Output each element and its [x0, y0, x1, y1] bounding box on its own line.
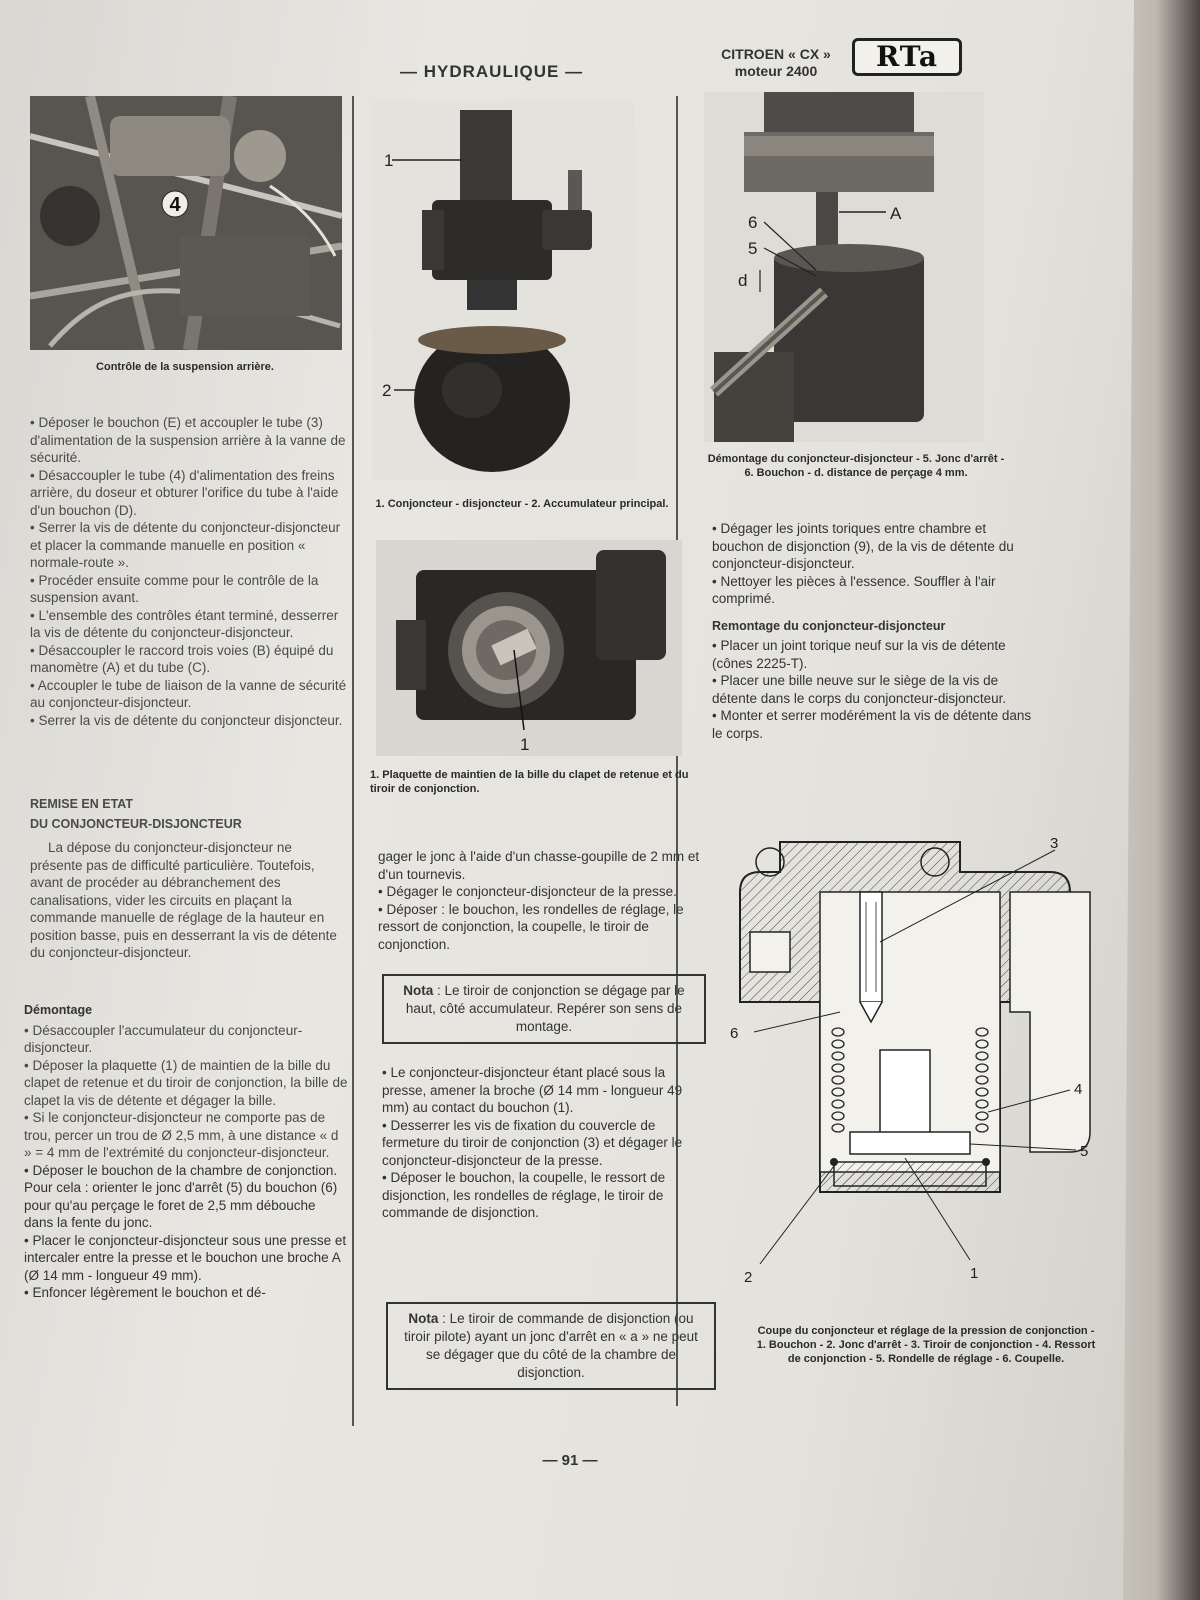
col3-text [712, 520, 1032, 742]
nota-2-text: : Le tiroir de commande de disjonction (ou tiroir pilote) ayant un jonc d'arrêt en « a » ne peut se dégager que du côté de la chambre de disjonction. [404, 1311, 698, 1380]
demontage-item: • Désaccoupler l'accumulateur du conjoncteur-disjoncteur. [24, 1022, 303, 1055]
nota-1-text: : Le tiroir de conjonction se dégage par le haut, côté accumulateur. Repérer son sens de montage. [405, 983, 685, 1034]
col2-paragraph: gager le jonc à l'aide d'un chasse-goupille de 2 mm et d'un tournevis. [378, 849, 700, 882]
col2-text-bottom [382, 1064, 708, 1222]
demontage-item: • Déposer le bouchon de la chambre de conjonction. Pour cela : orienter le jonc d'arrêt (5) du bouchon (6) pour qu'au perçage le foret de 2,5 mm débouche dans la fente du jonc. [24, 1162, 338, 1230]
fig4-label-5: 5 [748, 239, 758, 258]
col3-item: • Placer un joint torique neuf sur la vis de détente (cônes 2225-T). [712, 638, 1006, 671]
fig2-label-1: 1 [384, 151, 394, 170]
section-title: — HYDRAULIQUE — [400, 62, 584, 81]
col2-item: • Dégager le conjoncteur-disjoncteur de la presse. [378, 884, 677, 899]
remise-heading-2: DU CONJONCTEUR-DISJONCTEUR [30, 816, 242, 831]
demontage-item: • Déposer la plaquette (1) de maintien de la bille du clapet de retenue et du tiroir de conjonction, la bille de clapet la vis de détente et dégager la bille. [24, 1057, 348, 1108]
fig4-label-d: d [738, 271, 748, 290]
fig3-label-1: 1 [520, 735, 530, 754]
column-rule-1 [352, 96, 354, 1426]
col1-item: • Accoupler le tube de liaison de la vanne de sécurité au conjoncteur-disjoncteur. [30, 677, 347, 710]
fig1-label-4: 4 [169, 194, 181, 216]
demontage-item: • Si le conjoncteur-disjoncteur ne comporte pas de trou, percer un trou de Ø 2,5 mm, à une distance « d » = 4 mm de l'extrémité du conjoncteur-disjoncteur. [24, 1110, 339, 1160]
col2-item: • Déposer le bouchon, la coupelle, le ressort de disjonction, les rondelles de réglage, le tiroir de commande de disjonction. [382, 1170, 666, 1220]
fig4-label-6: 6 [748, 213, 758, 232]
photo-rear-suspension [30, 96, 342, 350]
brand-block [716, 46, 836, 80]
caption-fig1: Contrôle de la suspension arrière. [96, 361, 274, 373]
col2-item: • Desserrer les vis de fixation du couvercle de fermeture du tiroir de conjonction (3) et dégager le conjoncteur-disjoncteur de la presse. [382, 1117, 683, 1168]
col3-item: • Placer une bille neuve sur le siège de la vis de détente dans le corps du conjoncteur-disjoncteur. [712, 673, 1007, 706]
col1-item: • Serrer la vis de détente du conjoncteur-disjoncteur et placer la commande manuelle en position « normale-route ». [30, 520, 341, 570]
remise-section [30, 792, 348, 962]
col2-item: • Le conjoncteur-disjoncteur étant placé sous la presse, amener la broche (Ø 14 mm - longueur 49 mm) au contact du bouchon (1). [382, 1065, 683, 1115]
nota-1-label: Nota [403, 983, 434, 998]
photo-conjoncteur-accumulateur [372, 100, 634, 480]
col1-item: • Déposer le bouchon (E) et accoupler le tube (3) d'alimentation de la suspension arrière à la vanne de sécurité. [30, 415, 346, 465]
fig5-label-5: 5 [1080, 1143, 1089, 1160]
demontage-section [24, 998, 348, 1302]
col1-item: • Désaccoupler le raccord trois voies (B) équipé du manomètre (A) et du tube (C). [30, 642, 334, 675]
col3-item: • Monter et serrer modérément la vis de détente dans le corps. [712, 708, 1032, 741]
fig5-label-2: 2 [744, 1269, 753, 1286]
fig5-label-1: 1 [970, 1265, 979, 1282]
demontage-item: • Placer le conjoncteur-disjoncteur sous une presse et intercaler entre la presse et le bouchon une broche A (Ø 14 mm - longueur 49 mm). [24, 1232, 347, 1283]
remise-heading-1: REMISE EN ETAT [30, 797, 134, 811]
caption-fig3: 1. Plaquette de maintien de la bille du clapet de retenue et du tiroir de conjonction. [370, 769, 689, 795]
col1-text [30, 414, 348, 729]
brand-line-1: CITROEN « CX » [721, 46, 831, 62]
col3-item: • Nettoyer les pièces à l'essence. Souffler à l'air comprimé. [712, 573, 996, 606]
fig5-label-4: 4 [1074, 1081, 1083, 1098]
demontage-item: • Enfoncer légèrement le bouchon et dé- [24, 1285, 266, 1300]
col1-item: • Procéder ensuite comme pour le contrôle de la suspension avant. [30, 572, 319, 605]
remontage-heading: Remontage du conjoncteur-disjoncteur [712, 618, 946, 633]
remise-paragraph: La dépose du conjoncteur-disjoncteur ne présente pas de difficulté particulière. Toutefois, avant de procéder au débranchement des canalisations, vider les circuits en plaçant la commande manuelle de réglage de la hauteur en position basse, puis en desserrant la vis de détente du conjoncteur-disjoncteur. [30, 840, 337, 960]
nota-box-2 [386, 1302, 716, 1390]
nota-2-label: Nota [408, 1311, 439, 1326]
fig2-label-2: 2 [382, 381, 392, 400]
col1-item: • L'ensemble des contrôles étant terminé, desserrer la vis de détente du conjoncteur-disjoncteur. [30, 607, 339, 640]
col1-item: • Serrer la vis de détente du conjoncteur disjoncteur. [30, 712, 343, 728]
caption-fig4: Démontage du conjoncteur-disjoncteur - 5. Jonc d'arrêt - 6. Bouchon - d. distance de perçage 4 mm. [707, 453, 1005, 479]
col3-item: • Dégager les joints toriques entre chambre et bouchon de disjonction (9), de la vis de détente du conjoncteur-disjoncteur. [712, 521, 1014, 571]
fig5-label-6: 6 [730, 1025, 739, 1042]
demontage-heading: Démontage [24, 1003, 93, 1017]
col2-item: • Déposer : le bouchon, les rondelles de réglage, le ressort de conjonction, la coupelle, le tiroir de conjonction. [378, 901, 684, 952]
photo-plaquette [376, 540, 682, 756]
fig5-label-3: 3 [1050, 835, 1059, 852]
col1-item: • Désaccoupler le tube (4) d'alimentation des freins arrière, du doseur et obturer l'orifice du tube à l'aide d'un bouchon (D). [30, 467, 339, 518]
fig4-label-A: A [890, 204, 902, 223]
cross-section-drawing [730, 832, 1110, 1312]
photo-demontage [704, 92, 984, 442]
page-stack-edge [1090, 0, 1200, 1600]
rta-logo: RTa [852, 38, 962, 76]
nota-box-1 [382, 974, 706, 1044]
col2-text-top [378, 848, 704, 953]
caption-fig2: 1. Conjoncteur - disjoncteur - 2. Accumulateur principal. [375, 498, 669, 510]
brand-line-2: moteur 2400 [734, 63, 818, 79]
page-number: — 91 — [542, 1452, 598, 1469]
caption-fig5: Coupe du conjoncteur et réglage de la pression de conjonction - 1. Bouchon - 2. Jonc d'arrêt - 3. Tiroir de conjonction - 4. Ressort de conjonction - 5. Rondelle de réglage - 6. Coupelle. [756, 1325, 1096, 1365]
